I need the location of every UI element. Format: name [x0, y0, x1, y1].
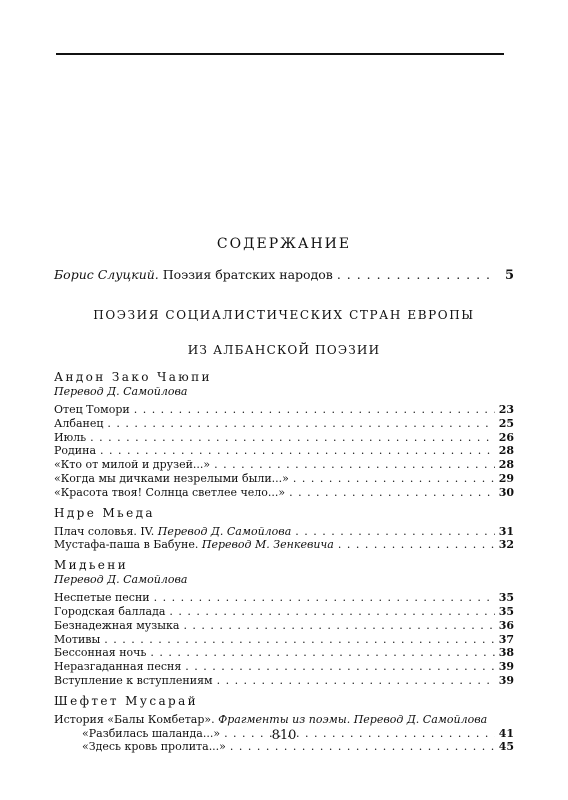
author-block	[54, 370, 514, 500]
author-name: Ндре Мьеда	[54, 505, 155, 520]
page-number: 810	[271, 728, 297, 743]
toc-entry-page: 41	[498, 726, 514, 740]
toc-entry	[54, 660, 514, 674]
toc-entry-title	[54, 713, 487, 727]
toc-entry-page: 30	[498, 485, 514, 499]
leader-dots	[338, 538, 495, 552]
author-block	[54, 506, 514, 553]
leader-dots	[217, 674, 495, 688]
toc-entry-text: История «Балы Комбетар».	[54, 712, 215, 726]
leader-dots	[150, 646, 494, 660]
toc-entry-title	[54, 633, 100, 647]
toc-entry	[54, 431, 514, 445]
toc-entry-text: Вступление к вступлениям	[54, 673, 213, 687]
toc-entry	[54, 472, 514, 486]
toc-entry-title	[54, 591, 150, 605]
toc-entry-text: «Здесь кровь пролита...»	[82, 740, 226, 754]
toc-entry	[54, 444, 514, 458]
toc-entry-page: 31	[498, 524, 514, 538]
leader-dots	[214, 458, 495, 472]
toc-entry-title	[54, 605, 165, 619]
toc-entry-text: Мустафа-паша в Бабуне.	[54, 538, 199, 552]
toc-entry-page: 23	[498, 403, 514, 416]
section-title: ПОЭЗИЯ СОЦИАЛИСТИЧЕСКИХ СТРАН ЕВРОПЫ	[93, 308, 475, 322]
toc-entry-text: Албанец	[54, 416, 104, 430]
toc-entry-title	[54, 660, 181, 674]
toc-entry-text: Отец Томори	[54, 403, 130, 416]
toc-entry-text: Городская баллада	[54, 604, 166, 618]
toc-entry-title	[54, 619, 179, 633]
toc-list	[54, 370, 514, 760]
leader-dots	[134, 403, 495, 417]
toc-entry-title	[54, 538, 334, 552]
toc-entry-title	[54, 403, 130, 417]
toc-entry-text: Родина	[54, 444, 97, 458]
toc-entry-page: 45	[498, 740, 514, 754]
page-title: СОДЕРЖАНИЕ	[216, 236, 352, 252]
translator-note: Перевод Д. Самойлова	[157, 524, 292, 538]
leader-dots	[90, 431, 495, 445]
subsection-title: ИЗ АЛБАНСКОЙ ПОЭЗИИ	[187, 343, 381, 357]
toc-entry-text: «Разбилась шаланда...»	[82, 726, 221, 740]
leader-dots	[337, 267, 496, 283]
toc-entry-page: 25	[498, 416, 514, 430]
toc-entry-page: 38	[498, 646, 514, 660]
leader-dots	[183, 619, 494, 633]
toc-entry-title	[54, 458, 210, 472]
toc-entry-page: 28	[498, 458, 514, 472]
toc-entry-title	[54, 472, 289, 486]
leader-dots	[289, 486, 495, 500]
toc-entry	[54, 525, 514, 539]
toc-entry-page: 39	[498, 660, 514, 674]
author-name: Шефтет Мусарай	[54, 693, 199, 708]
toc-entry	[54, 486, 514, 500]
toc-entry-page: 26	[498, 430, 514, 444]
toc-entry-page: 35	[498, 591, 514, 605]
toc-entry-title	[54, 417, 103, 431]
leader-dots	[293, 472, 495, 486]
toc-entry-text: Бессонная ночь	[54, 646, 147, 660]
toc-entry-page: 39	[498, 673, 514, 687]
toc-entry	[54, 417, 514, 431]
toc-entry	[54, 674, 514, 688]
toc-entry-page: 29	[498, 471, 514, 485]
leader-dots	[169, 605, 494, 619]
toc-entry-title	[54, 267, 333, 283]
author-name: Андон Зако Чаюпи	[54, 370, 212, 384]
toc-entry-title	[54, 674, 213, 688]
toc-entry-text: «Когда мы дичками незрелыми были...»	[54, 471, 289, 485]
toc-entry-page: 36	[498, 618, 514, 632]
top-rule	[56, 53, 504, 55]
leader-dots	[154, 591, 495, 605]
translator-note: Фрагменты из поэмы. Перевод Д. Самойлова	[218, 712, 488, 726]
intro-title: Поэзия братских народов	[162, 267, 333, 282]
toc-entry	[54, 619, 514, 633]
author-name: Мидьени	[54, 558, 129, 573]
toc-entry-page: 37	[498, 632, 514, 646]
author-block	[54, 558, 514, 688]
toc-entry-text: Неспетые песни	[54, 591, 150, 605]
toc-entry-text: Безнадежная музыка	[54, 618, 180, 632]
toc-entry	[54, 267, 514, 284]
leader-dots	[100, 444, 495, 458]
author-block	[54, 694, 514, 754]
toc-entry	[54, 538, 514, 552]
leader-dots	[185, 660, 494, 674]
leader-dots	[295, 525, 494, 539]
toc-entry-title	[54, 444, 96, 458]
toc-entry-text: Июль	[54, 430, 87, 444]
toc-entry-text: «Кто от милой и друзей...»	[54, 458, 211, 472]
toc-entry	[54, 633, 514, 647]
toc-entry-title	[54, 646, 146, 660]
toc-entry	[54, 403, 514, 417]
leader-dots	[104, 633, 494, 647]
toc-entry-text: Неразгаданная песня	[54, 660, 182, 674]
toc-entry-page: 32	[498, 538, 514, 552]
intro-entry	[54, 267, 514, 284]
toc-entry	[54, 458, 514, 472]
translator-credit: Перевод Д. Самойлова	[54, 573, 188, 587]
intro-author: Борис Слуцкий.	[54, 267, 159, 282]
toc-entry-title	[54, 486, 285, 500]
translator-note: Перевод М. Зенкевича	[201, 538, 334, 552]
toc-entry-title	[54, 525, 291, 539]
toc-entry-page: 35	[498, 604, 514, 618]
toc-entry-text: Мотивы	[54, 632, 101, 646]
translator-credit: Перевод Д. Самойлова	[54, 385, 188, 398]
toc-entry	[54, 591, 514, 605]
toc-entry-text: Плач соловья. IV.	[54, 524, 155, 538]
toc-entry	[54, 605, 514, 619]
toc-entry	[54, 646, 514, 660]
leader-dots	[107, 417, 494, 431]
toc-entry-page: 5	[504, 268, 514, 283]
toc-entry	[54, 713, 514, 727]
toc-entry-page: 28	[498, 444, 514, 458]
toc-entry-text: «Красота твоя! Солнца светлее чело...»	[54, 485, 286, 499]
toc-entry-title	[54, 431, 86, 445]
